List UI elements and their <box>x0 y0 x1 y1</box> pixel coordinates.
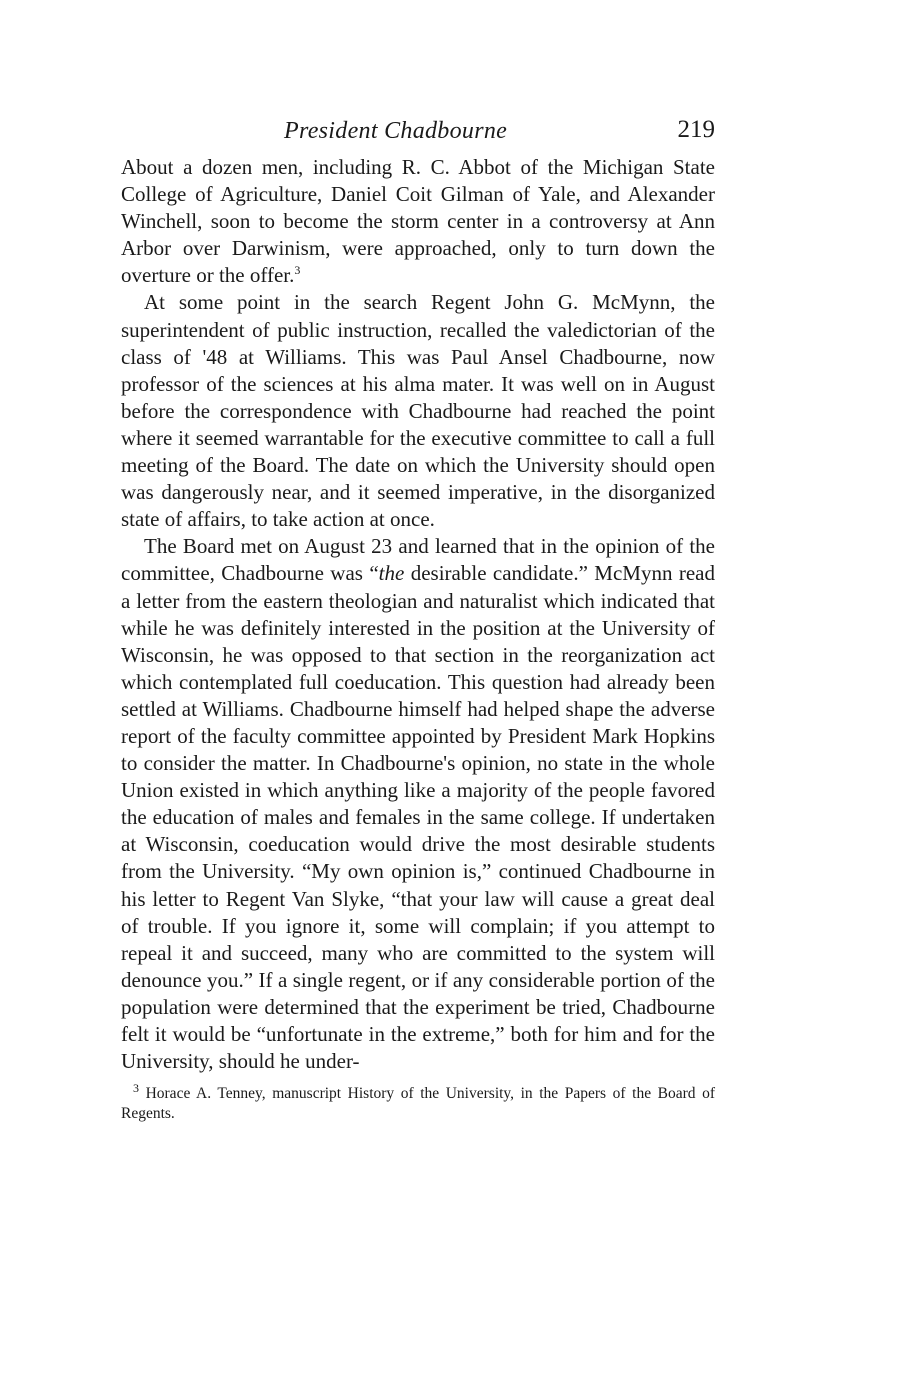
emphasized-word: the <box>378 561 405 586</box>
paragraph <box>121 154 715 289</box>
footnote-text: Horace A. Tenney, manuscript History of the University, in the Papers of the Board of Regents. <box>121 1085 716 1123</box>
paragraph-text: desirable candidate.” McMynn read a letter from the eastern theologian and naturalist which indicated that while he was definitely interested in the position at the University of Wisconsin, he was opposed to that section in the reorganization act which contemplated full coeducation. This question had already been settled at Williams. Chadbourne himself had helped shape the adverse report of the faculty committee appointed by President Mark Hopkins to consider the matter. In Chadbourne's opinion, no state in the whole Union existed in which anything like a majority of the people favored the education of males and females in the same college. If undertaken at Wisconsin, coeducation would drive the most desirable students from the University. “My own opinion is,” continued Chadbourne in his letter to Regent Van Slyke, “that your law will cause a great deal of trouble. If you ignore it, some will complain; if you attempt to repeal it and succeed, many who are committed to the system will denounce you.” If a single regent, or if any considerable portion of the population were determined that the experiment be tried, Chadbourne felt it would be “unfortunate in the extreme,” both for him and for the University, should he under- <box>121 561 715 1074</box>
paragraph-text: The Board met on August 23 and learned that in the opinion of the committee, Chadbourne was “ <box>121 534 715 586</box>
paragraph-text: About a dozen men, including R. C. Abbot of the Michigan State College of Agriculture, Daniel Coit Gilman of Yale, and Alexander Winchell, soon to become the storm center in a controversy at Ann Arbor over Darwinism, were approached, only to turn down the overture or the offer. <box>121 155 715 288</box>
page-number: 219 <box>677 116 715 143</box>
running-title: President Chadbourne <box>284 118 508 144</box>
footnote-reference: 3 <box>294 263 301 278</box>
paragraph <box>121 533 715 1075</box>
paragraph: At some point in the search Regent John G. McMynn, the superintendent of public instruction, recalled the valedictorian of the class of '48 at Williams. This was Paul Ansel Chadbourne, now professor of the sciences at his alma mater. It was well on in August before the correspondence with Chadbourne had reached the point where it seemed warrantable for the executive committee to call a full meeting of the Board. The date on which the University should open was dangerously near, and it seemed imperative, in the disorganized state of affairs, to take action at once. <box>121 290 715 532</box>
footnote <box>121 1081 716 1124</box>
running-head <box>121 112 715 154</box>
book-page <box>121 112 715 1124</box>
footnote-marker: 3 <box>133 1081 139 1096</box>
body-text <box>121 154 715 1075</box>
